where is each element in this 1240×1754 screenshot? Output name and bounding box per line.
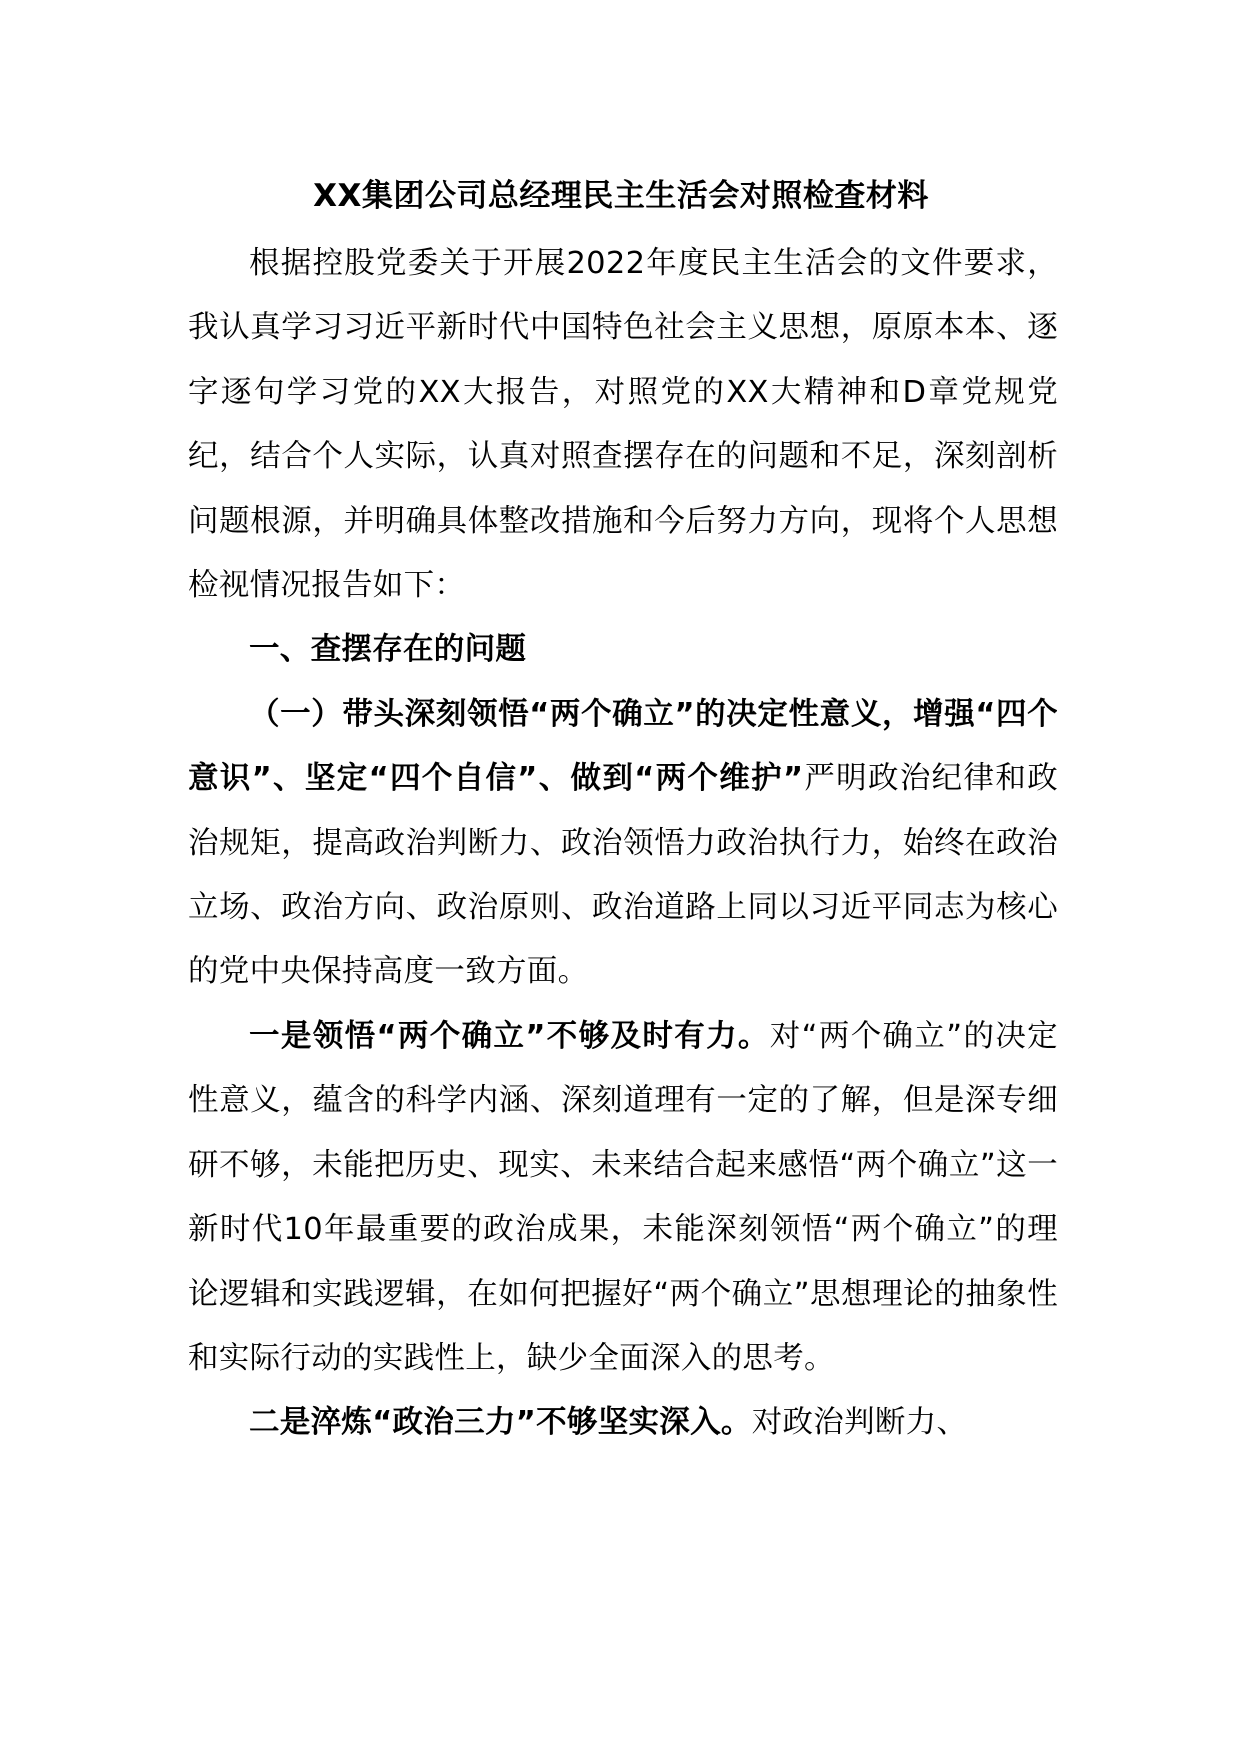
point-paragraph-2 xyxy=(188,1391,1058,1455)
document-title: XX集团公司总经理民主生活会对照检查材料 xyxy=(313,178,929,214)
point-text-1: 对“两个确立”的决定性意义，蕴含的科学内涵、深刻道理有一定的了解，但是深专细研不够，未能把历史、现实、未来结合起来感悟“两个确立”这一新时代10年最重要的政治成果，未能深刻领悟“两个确立”的理论逻辑和实践逻辑，在如何把握好“两个确立”思想理论的抽象性和实际行动的实践性上，缺少全面深入的思考。 xyxy=(188,1018,1058,1376)
point-paragraph-1 xyxy=(188,1005,1058,1391)
section-heading-1: 一、查摆存在的问题 xyxy=(249,632,527,668)
point-text-2: 对政治判断力、 xyxy=(751,1405,968,1441)
document-body xyxy=(188,232,1058,1456)
subsection-paragraph-1 xyxy=(188,683,1058,1005)
intro-paragraph: 根据控股党委关于开展2022年度民主生活会的文件要求，我认真学习习近平新时代中国特色社会主义思想，原原本本、逐字逐句学习党的XX大报告，对照党的XX大精神和D章党规党纪，结合个人实际，认真对照查摆存在的问题和不足，深刻剖析问题根源，并明确具体整改措施和今后努力方向，现将个人思想检视情况报告如下： xyxy=(188,246,1058,604)
point-lead-1: 一是领悟“两个确立”不够及时有力。 xyxy=(249,1018,770,1054)
subsection-heading-1: （一）带头深刻领悟“两个确立”的决定性意义，增强“四个意识”、坚定“四个自信”、做到“两个维护” xyxy=(188,696,1058,797)
point-lead-2: 二是淬炼“政治三力”不够坚实深入。 xyxy=(249,1405,752,1441)
subsection-text-1: 严明政治纪律和政治规矩，提高政治判断力、政治领悟力政治执行力，始终在政治立场、政治方向、政治原则、政治道路上同以习近平同志为核心的党中央保持高度一致方面。 xyxy=(188,761,1059,990)
